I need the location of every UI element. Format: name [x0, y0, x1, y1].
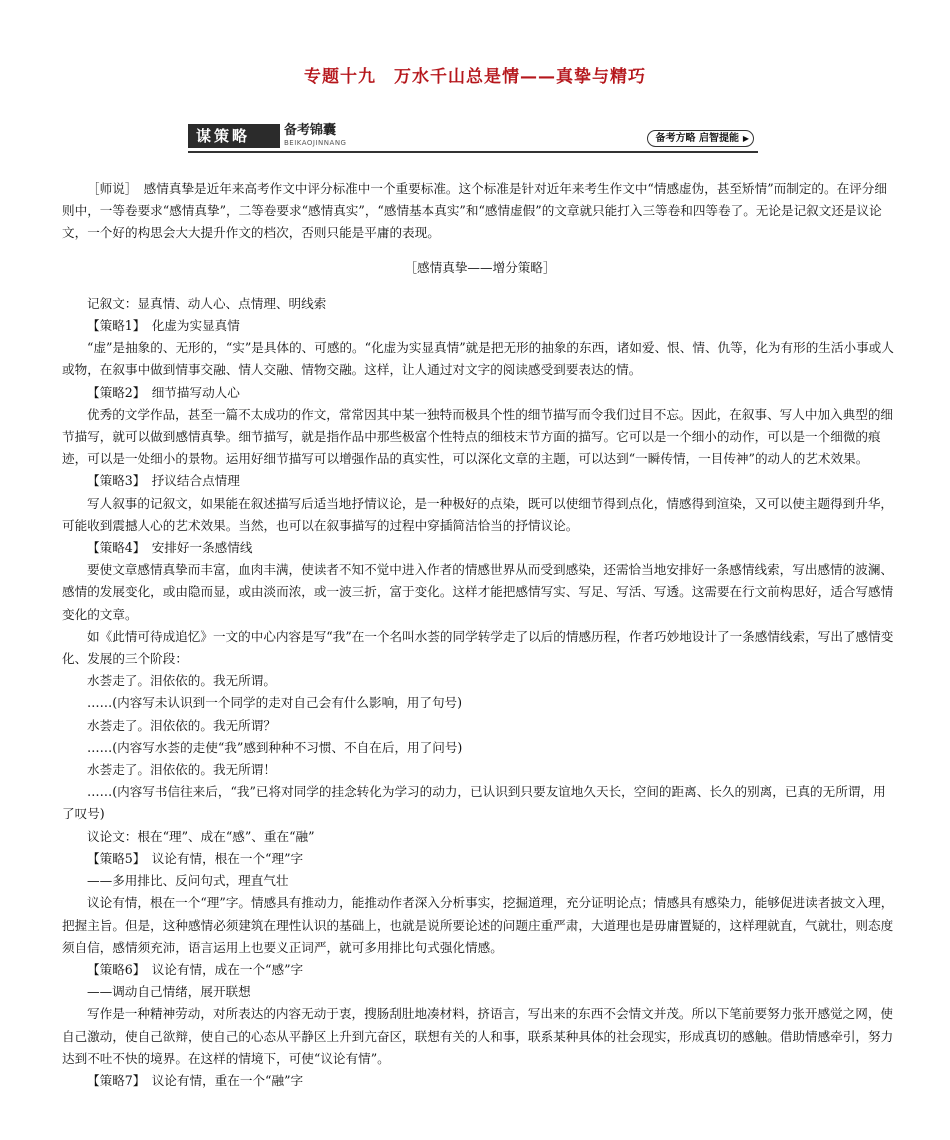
strategy-5-subtitle: ——多用排比、反问句式，理直气壮 — [87, 873, 289, 889]
strategy-title: 安排好一条感情线 — [151, 540, 253, 556]
example-stage-1: 水荟走了。泪依依的。我无所谓。 — [87, 673, 276, 689]
strategy-4-heading — [62, 537, 898, 559]
narrative-heading: 记叙文：显真情、动人心、点情理、明线索 — [87, 295, 327, 311]
banner-divider — [188, 151, 758, 153]
strategy-3-body: 写人叙事的记叙文，如果能在叙述描写后适当地抒情议论，是一种极好的点染，既可以使细节得到点化，情感得到渲染，又可以使主题得到升华，可能收到震撼人心的艺术效果。当然，也可以在叙事描写的过程中穿插简洁恰当的抒情议论。 — [62, 495, 893, 533]
strategy-6-body: 写作是一种精神劳动，对所表达的内容无动于衷，搜肠刮肚地凑材料，挤语言，写出来的东西不会情文并茂。所以下笔前要努力张开感觉之网，使自己激动，使自己欲辩，使自己的心态从平静区上升到亢奋区，联想有关的人和事，联系某种具体的社会现实，形成真切的感触。借助情感牵引，努力达到不吐不快的境界。在这样的情境下，可使“议论有情”。 — [62, 1006, 894, 1066]
section-banner — [188, 124, 758, 154]
section-heading: ［感情真挚——增分策略］ — [404, 259, 556, 275]
strategy-label: 【策略4】 — [87, 540, 140, 556]
banner-logo-subtitle: 备考锦囊 — [284, 123, 337, 138]
argument-heading: 议论文：根在“理”、成在“感”、重在“融” — [87, 828, 315, 844]
banner-tag — [647, 130, 754, 147]
strategy-label: 【策略6】 — [87, 961, 140, 977]
strategy-2-heading — [62, 382, 898, 404]
intro-paragraph: ［师说］ 感情真挚是近年来高考作文中评分标准中一个重要标准。这个标准是针对近年来考生作文中“情感虚伪，甚至矫情”而制定的。在评分细则中，一等卷要求“感情真挚”，二等卷要求“感情真实”，“感情基本真实”和“感情虚假”的文章就只能打入三等卷和四等卷了。无论是记叙文还是议论文，一个好的构思会大大提升作文的档次，否则只能是平庸的表现。 — [62, 181, 887, 241]
strategy-title: 议论有情，根在一个“理”字 — [151, 850, 304, 866]
document-body — [62, 178, 898, 1092]
strategy-label: 【策略7】 — [87, 1072, 140, 1088]
example-stage-3: 水荟走了。泪依依的。我无所谓！ — [87, 762, 276, 778]
strategy-title: 化虚为实显真情 — [151, 318, 240, 334]
strategy-label: 【策略5】 — [87, 850, 140, 866]
page-title: 专题十九 万水千山总是情——真挚与精巧 — [304, 67, 646, 87]
strategy-6-heading — [62, 959, 898, 981]
example-stage-1-note: ……(内容写未认识到一个同学的走对自己会有什么影响，用了句号) — [87, 695, 463, 711]
example-stage-2: 水荟走了。泪依依的。我无所谓？ — [87, 717, 276, 733]
strategy-5-heading — [62, 848, 898, 870]
strategy-4-example: 如《此情可待成追忆》一文的中心内容是写“我”在一个名叫水荟的同学转学走了以后的情感历程，作者巧妙地设计了一条感情线索，写出了感情变化、发展的三个阶段： — [62, 628, 894, 667]
example-stage-3-note: ……(内容写书信往来后，“我”已将对同学的挂念转化为学习的动力，已认识到只要友谊地久天长，空间的距离、长久的别离，已真的无所谓，用了叹号) — [62, 784, 886, 822]
strategy-6-subtitle: ——调动自己情绪，展开联想 — [87, 984, 251, 1000]
strategy-5-body: 议论有情，根在一个“理”字。情感具有推动力，能推动作者深入分析事实，挖掘道理，充分证明论点；情感具有感染力，能够促进读者披文入理，把握主旨。但是，这种感情必须建筑在理性认识的基础上，也就是说所要论述的问题庄重严肃，大道理也是毋庸置疑的，这样理就直，气就壮，则态度须自信，感情须充沛，语言运用上也要义正词严，就可多用排比句式强化情感。 — [62, 895, 894, 955]
banner-logo-pinyin: BEIKAOJINNANG — [284, 139, 347, 147]
strategy-label: 【策略3】 — [87, 473, 140, 489]
strategy-title: 议论有情，成在一个“感”字 — [151, 961, 304, 977]
strategy-7-heading — [62, 1070, 898, 1092]
strategy-1-heading — [62, 315, 898, 337]
strategy-3-heading — [62, 470, 898, 492]
strategy-title: 抒议结合点情理 — [151, 473, 240, 489]
arrow-right-icon: ▶ — [742, 134, 749, 143]
strategy-label: 【策略2】 — [87, 384, 140, 400]
strategy-1-body: “虚”是抽象的、无形的，“实”是具体的、可感的。“化虚为实显真情”就是把无形的抽象的东西，诸如爱、恨、情、仇等，化为有形的生活小事或人或物，在叙事中做到情事交融、情人交融、情物交融。这样，让人通过对文字的阅读感受到要表达的情。 — [62, 340, 894, 378]
strategy-title: 议论有情，重在一个“融”字 — [151, 1072, 304, 1088]
strategy-2-body: 优秀的文学作品，甚至一篇不太成功的作文，常常因其中某一独特而极具个性的细节描写而令我们过目不忘。因此，在叙事、写人中加入典型的细节描写，就可以做到感情真挚。细节描写，就是指作品中那些极富个性特点的细枝末节方面的描写。它可以是一个细小的动作，可以是一个细微的痕迹，可以是一处细小的景物。运用好细节描写可以增强作品的真实性，可以深化文章的主题，可以达到“一瞬传情，一目传神”的动人的艺术效果。 — [62, 406, 893, 467]
strategy-title: 细节描写动人心 — [151, 384, 240, 400]
strategy-4-body: 要使文章感情真挚而丰富，血肉丰满，使读者不知不觉中进入作者的情感世界从而受到感染，还需恰当地安排好一条感情线索，写出感情的波澜、感情的发展变化，或由隐而显，或由淡而浓，或一波三折，富于变化。这样才能把感情写实、写足、写活、写透。这需要在行文前构思好，适合写感情变化的文章。 — [62, 562, 894, 622]
banner-logo: 谋策略 — [188, 124, 280, 148]
example-stage-2-note: ……(内容写水荟的走使“我”感到种种不习惯、不自在后，用了问号) — [87, 739, 463, 755]
banner-tag-label: 备考方略 启智提能 — [655, 133, 739, 144]
strategy-label: 【策略1】 — [87, 318, 140, 334]
